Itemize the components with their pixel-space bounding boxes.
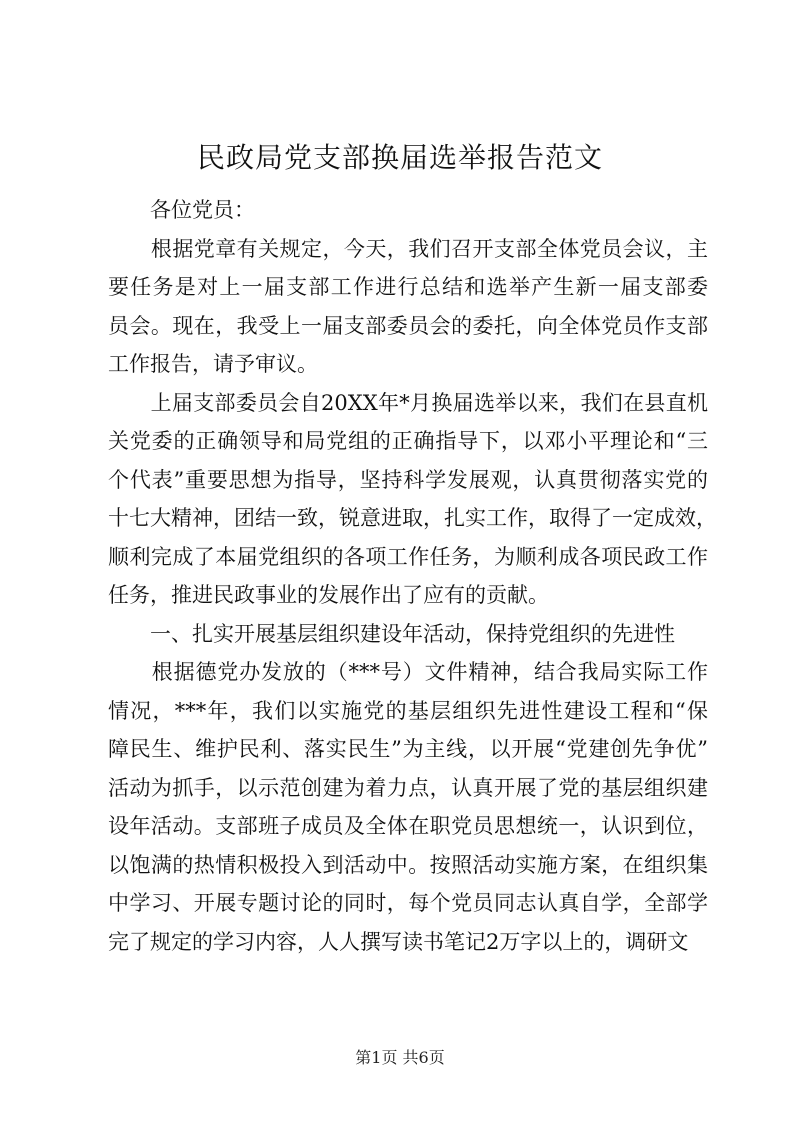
paragraph-line: 关党委的正确领导和局党组的正确指导下，以邓小平理论和“三 xyxy=(108,429,708,453)
paragraph-line: 情况，***年，我们以实施党的基层组织先进性建设工程和“保 xyxy=(108,698,708,723)
paragraph-line: 上届支部委员会自20XX年*月换届选举以来，我们在县直机 xyxy=(108,390,708,415)
paragraph-line: 任务，推进民政事业的发展作出了应有的贡献。 xyxy=(108,583,549,607)
paragraph xyxy=(108,230,708,384)
paragraph xyxy=(108,384,717,615)
paragraph-line: 要任务是对上一届支部工作进行总结和选举产生新一届支部委 xyxy=(108,275,708,299)
paragraph-line: 顺利完成了本届党组织的各项工作任务，为顺利成各项民政工作 xyxy=(108,544,708,569)
paragraph-line: 中学习、开展专题讨论的同时，每个党员同志认真自学，全部学 xyxy=(108,891,708,915)
paragraph-line: 以饱满的热情积极投入到活动中。按照活动实施方案，在组织集 xyxy=(108,852,708,877)
paragraph xyxy=(108,653,708,961)
page-footer: 第1页 共6页 xyxy=(355,1048,445,1067)
paragraph-line: 个代表”重要思想为指导，坚持科学发展观，认真贯彻落实党的 xyxy=(108,467,708,492)
paragraph-line: 根据德党办发放的（***号）文件精神，结合我局实际工作 xyxy=(108,660,708,684)
document-title: 民政局党支部换届选举报告范文 xyxy=(196,141,603,174)
paragraph-line: 各位党员： xyxy=(108,198,255,222)
paragraph-line: 一、扎实开展基层组织建设年活动，保持党组织的先进性 xyxy=(108,621,675,646)
paragraph-line: 活动为抓手，以示范创建为着力点，认真开展了党的基层组织建 xyxy=(108,775,708,800)
paragraph-line: 十七大精神，团结一致，锐意进取，扎实工作，取得了一定成效， xyxy=(108,506,717,530)
paragraph-line: 员会。现在，我受上一届支部委员会的委托，向全体党员作支部 xyxy=(108,313,708,338)
paragraph xyxy=(108,615,708,654)
paragraph xyxy=(108,191,708,230)
paragraph-line: 障民生、维护民利、落实民生”为主线，以开展“党建创先争优” xyxy=(108,737,708,761)
paragraph-line: 完了规定的学习内容，人人撰写读书笔记2万字以上的，调研文 xyxy=(108,929,689,954)
paragraph-line: 根据党章有关规定，今天，我们召开支部全体党员会议，主 xyxy=(108,236,708,261)
paragraph-line: 设年活动。支部班子成员及全体在职党员思想统一，认识到位， xyxy=(108,814,708,838)
document-body xyxy=(108,191,717,961)
paragraph-line: 工作报告，请予审议。 xyxy=(108,352,318,376)
